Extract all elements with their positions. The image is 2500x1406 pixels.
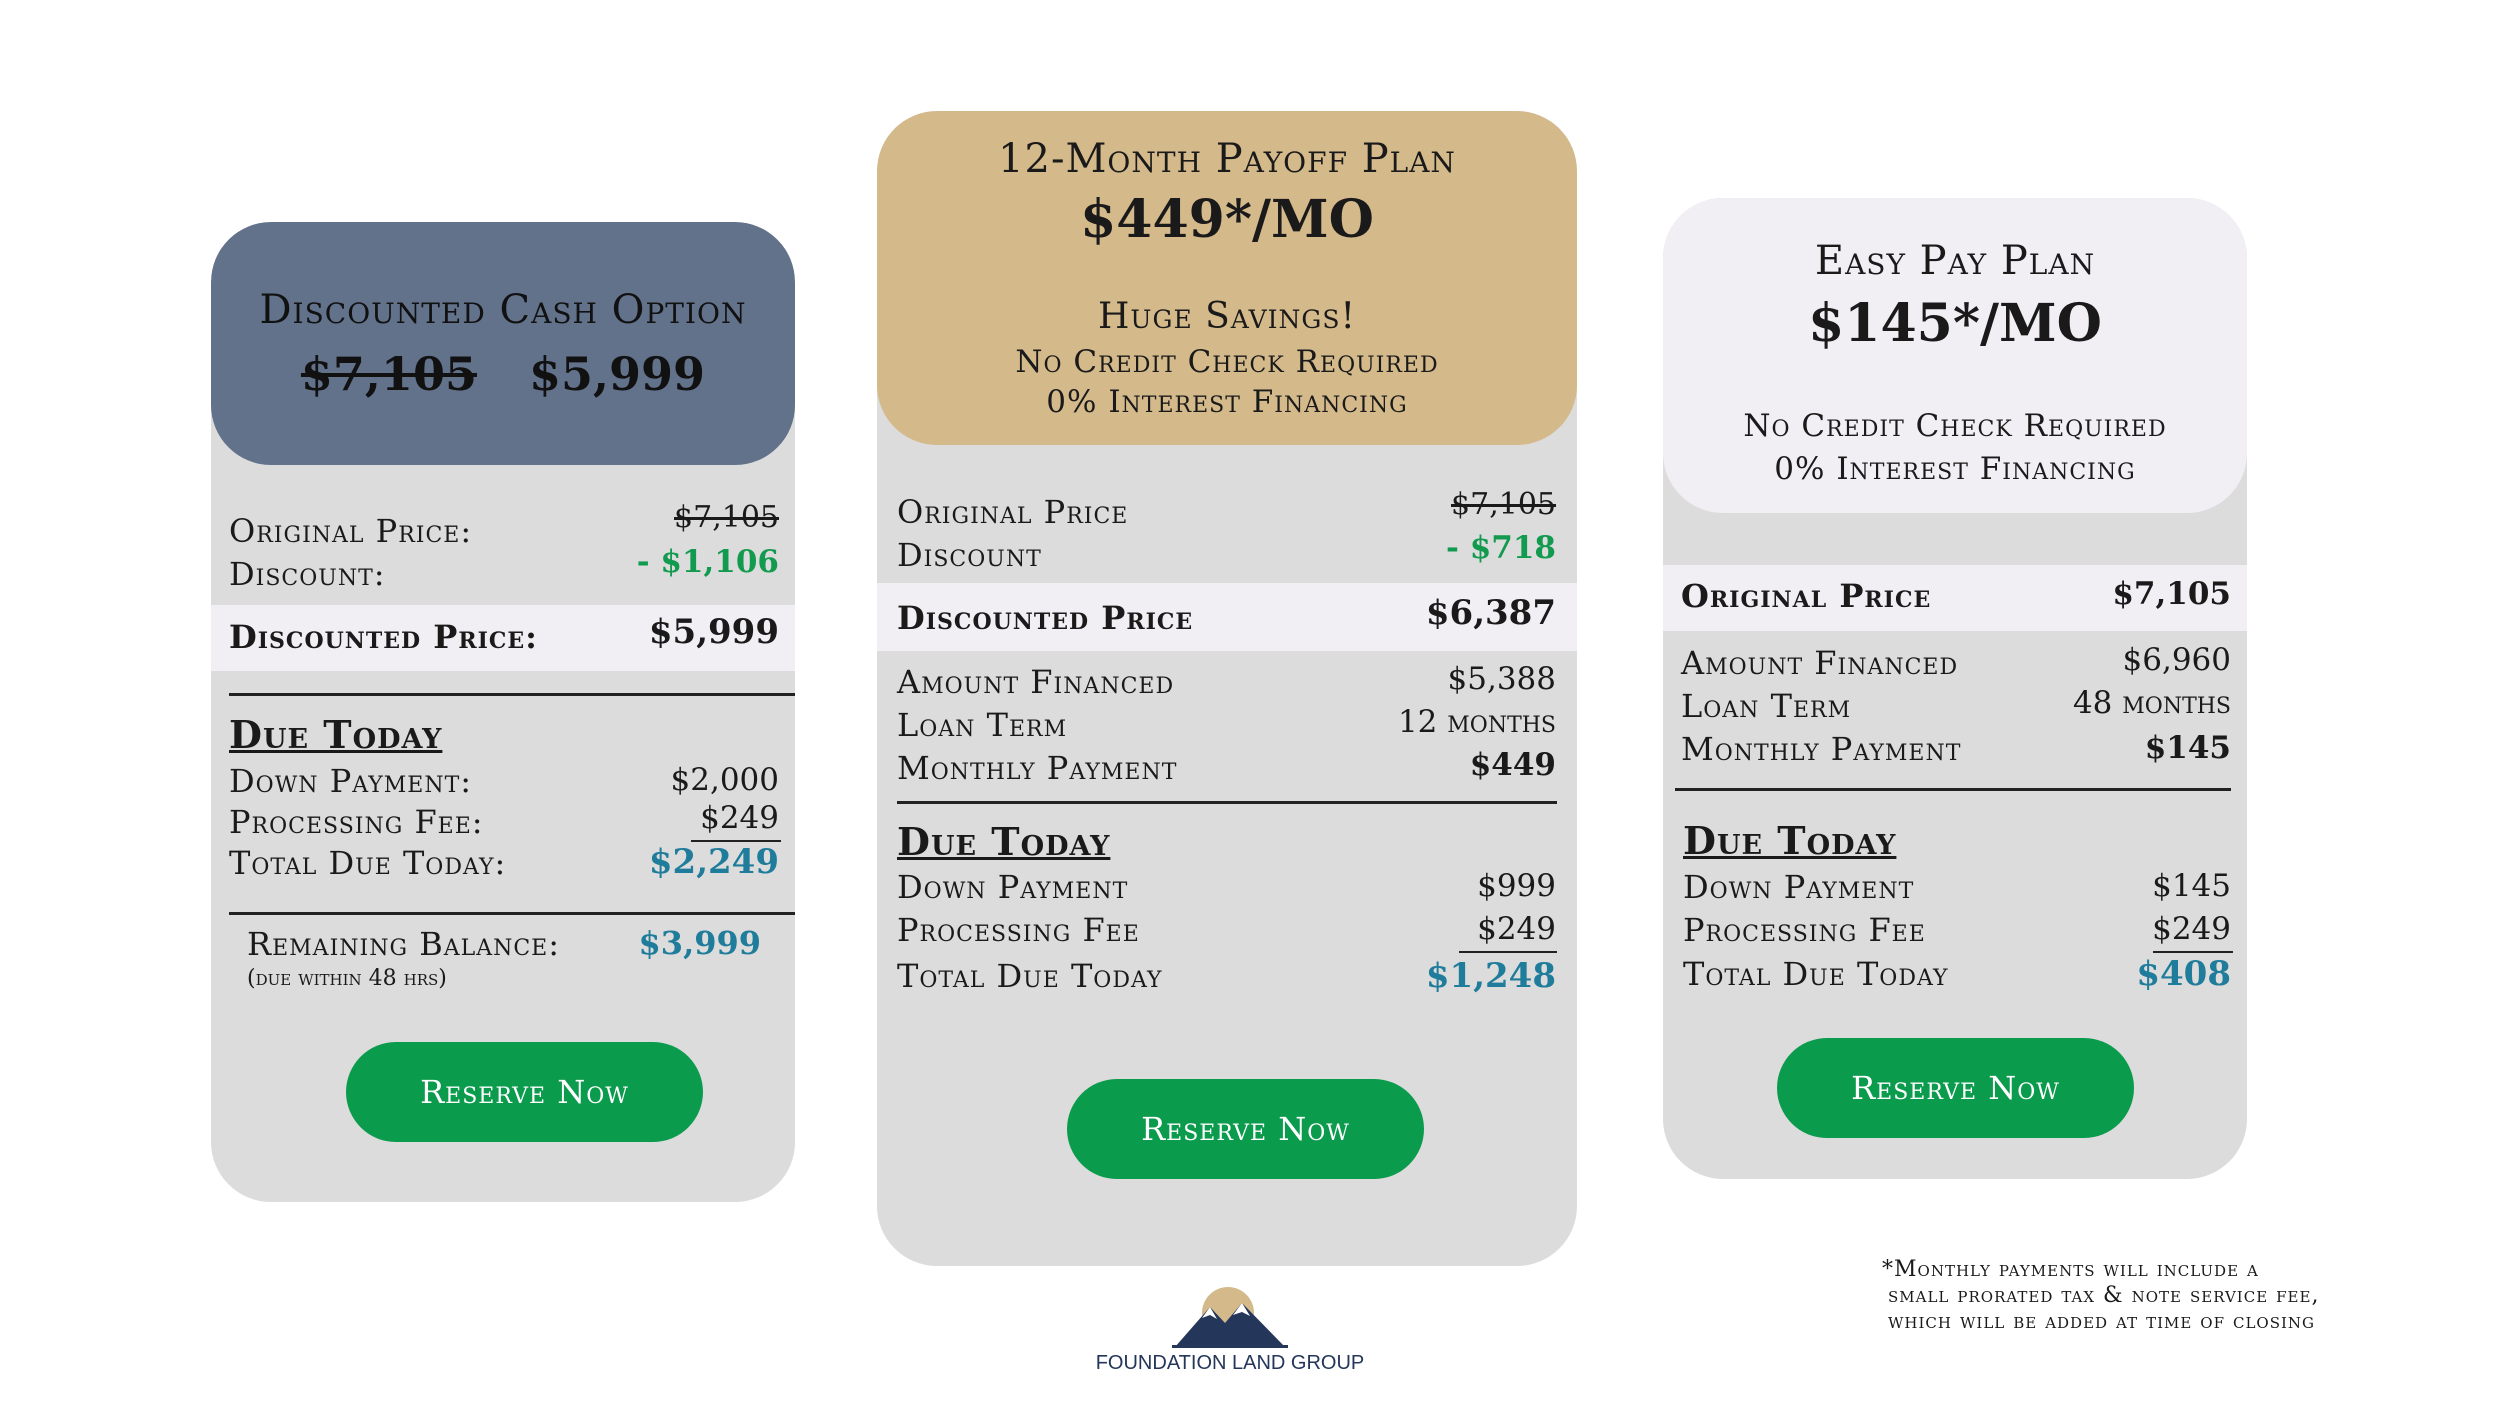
easy-pay-price: $145*/MO bbox=[1808, 293, 2102, 354]
original-price-value: $7,105 bbox=[2112, 576, 2231, 612]
due-today-heading: Due Today bbox=[897, 819, 1111, 864]
divider bbox=[897, 801, 1557, 804]
cash-option-card bbox=[211, 222, 795, 1202]
monthly-payment-value: $449 bbox=[1469, 747, 1556, 783]
payoff-plan-title: 12-Month Payoff Plan bbox=[998, 136, 1456, 182]
discounted-price-label: Discounted Price bbox=[897, 599, 1194, 637]
original-price-label: Original Price bbox=[897, 493, 1129, 531]
monthly-payment-label: Monthly Payment bbox=[897, 749, 1178, 787]
down-payment-value: $2,000 bbox=[670, 762, 779, 798]
discounted-price-value: $5,999 bbox=[648, 612, 779, 652]
footnote bbox=[1882, 1257, 2319, 1335]
payoff-feature-interest: 0% Interest Financing bbox=[1046, 384, 1408, 420]
monthly-payment-value: $145 bbox=[2144, 730, 2231, 766]
remaining-balance-label: Remaining Balance: bbox=[247, 925, 561, 963]
cash-price-row bbox=[211, 347, 795, 401]
easy-pay-title: Easy Pay Plan bbox=[1814, 238, 2096, 284]
payoff-plan-header bbox=[877, 111, 1577, 445]
reserve-now-button[interactable]: Reserve Now bbox=[1067, 1079, 1424, 1179]
original-price-value: $7,105 bbox=[1451, 487, 1556, 522]
cash-new-price: $5,999 bbox=[529, 347, 706, 401]
processing-fee-label: Processing Fee: bbox=[229, 803, 484, 841]
processing-fee-value: $249 bbox=[1477, 911, 1556, 947]
amount-financed-value: $6,960 bbox=[2122, 642, 2231, 678]
discount-label: Discount bbox=[897, 536, 1042, 574]
down-payment-label: Down Payment: bbox=[229, 762, 473, 800]
footnote-line-2: small prorated tax & note service fee, bbox=[1888, 1283, 2320, 1308]
processing-fee-label: Processing Fee bbox=[897, 911, 1140, 949]
due-today-heading: Due Today bbox=[229, 712, 443, 757]
easy-feature-credit: No Credit Check Required bbox=[1743, 408, 2167, 444]
easy-pay-header bbox=[1663, 198, 2247, 513]
payoff-plan-card bbox=[877, 111, 1577, 1266]
total-due-label: Total Due Today: bbox=[229, 844, 507, 882]
original-price-label: Original Price: bbox=[229, 512, 473, 550]
company-name: FOUNDATION LAND GROUP bbox=[1095, 1352, 1365, 1374]
processing-fee-label: Processing Fee bbox=[1683, 911, 1926, 949]
payoff-plan-price: $449*/MO bbox=[1080, 189, 1374, 250]
reserve-now-button[interactable]: Reserve Now bbox=[1777, 1038, 2134, 1138]
down-payment-label: Down Payment bbox=[897, 868, 1129, 906]
total-due-value: $2,249 bbox=[648, 842, 779, 882]
total-due-label: Total Due Today bbox=[1683, 955, 1949, 993]
remaining-balance-value: $3,999 bbox=[638, 924, 761, 962]
original-price-value: $7,105 bbox=[674, 500, 779, 535]
monthly-payment-label: Monthly Payment bbox=[1681, 730, 1962, 768]
discount-label: Discount: bbox=[229, 555, 386, 593]
discount-value: - $718 bbox=[1446, 530, 1556, 566]
due-today-heading: Due Today bbox=[1683, 818, 1897, 863]
loan-term-value: 48 months bbox=[2072, 685, 2231, 721]
down-payment-value: $999 bbox=[1477, 868, 1556, 904]
footnote-line-1: *Monthly payments will include a bbox=[1882, 1257, 2259, 1282]
amount-financed-label: Amount Financed bbox=[1681, 644, 1959, 682]
original-price-label: Original Price bbox=[1681, 577, 1932, 615]
processing-fee-value: $249 bbox=[700, 800, 779, 836]
amount-financed-value: $5,388 bbox=[1447, 661, 1556, 697]
down-payment-label: Down Payment bbox=[1683, 868, 1915, 906]
easy-pay-card bbox=[1663, 198, 2247, 1179]
down-payment-value: $145 bbox=[2152, 868, 2231, 904]
total-due-label: Total Due Today bbox=[897, 957, 1163, 995]
processing-fee-value: $249 bbox=[2152, 911, 2231, 947]
fee-underline bbox=[2153, 951, 2233, 953]
reserve-now-button[interactable]: Reserve Now bbox=[346, 1042, 703, 1142]
payoff-feature-credit: No Credit Check Required bbox=[1015, 344, 1439, 380]
total-due-value: $1,248 bbox=[1425, 956, 1556, 996]
loan-term-label: Loan Term bbox=[897, 706, 1068, 744]
loan-term-label: Loan Term bbox=[1681, 687, 1852, 725]
loan-term-value: 12 months bbox=[1397, 704, 1556, 740]
discount-value: - $1,106 bbox=[636, 544, 779, 580]
divider bbox=[229, 912, 795, 915]
amount-financed-label: Amount Financed bbox=[897, 663, 1175, 701]
remaining-balance-note: (due within 48 hrs) bbox=[247, 966, 447, 991]
cash-option-title: Discounted Cash Option bbox=[259, 287, 747, 333]
divider bbox=[1675, 788, 2231, 791]
easy-feature-interest: 0% Interest Financing bbox=[1774, 451, 2136, 487]
mountain-sun-icon bbox=[1080, 1285, 1380, 1355]
footnote-line-3: which will be added at time of closing bbox=[1888, 1309, 2316, 1334]
fee-underline bbox=[1459, 951, 1557, 953]
divider bbox=[229, 693, 795, 696]
cash-option-header bbox=[211, 222, 795, 465]
discounted-price-value: $6,387 bbox=[1425, 593, 1556, 633]
company-logo bbox=[1080, 1285, 1380, 1385]
discounted-price-label: Discounted Price: bbox=[229, 618, 538, 656]
total-due-value: $408 bbox=[2136, 954, 2231, 994]
payoff-tagline: Huge Savings! bbox=[1098, 296, 1356, 337]
cash-old-price: $7,105 bbox=[300, 347, 477, 401]
